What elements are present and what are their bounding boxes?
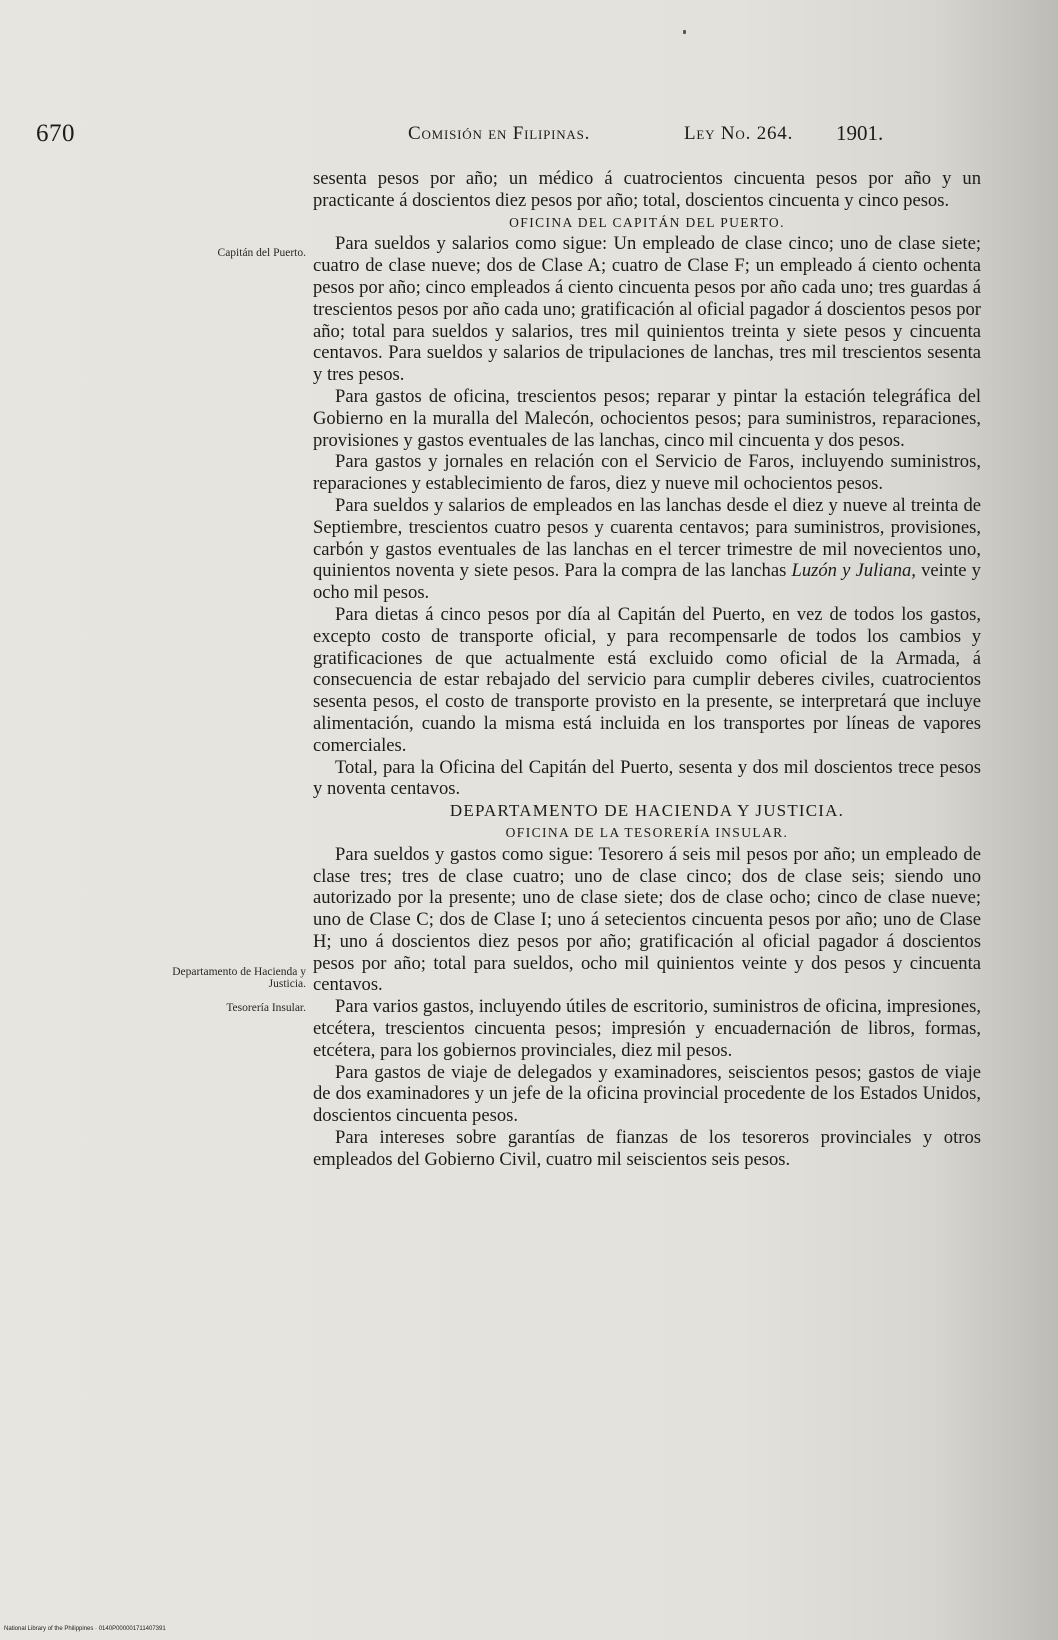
header-commission: Comisión en Filipinas. (408, 123, 591, 144)
body-text (313, 168, 981, 1171)
paragraph: Para gastos y jornales en relación con el Servicio de Faros, incluyendo suministros, reparaciones y establecimiento de faros, diez y nueve mil ochocientos pesos. (313, 451, 981, 495)
paragraph (313, 495, 981, 604)
paragraph: Para gastos de viaje de delegados y examinadores, seiscientos pesos; gastos de viaje de dos examinadores y un jefe de la oficina provincial procedente de los Estados Unidos, doscientos cincuenta pesos. (313, 1061, 981, 1127)
header-year: 1901. (836, 121, 884, 145)
department-heading: DEPARTAMENTO DE HACIENDA Y JUSTICIA. (449, 801, 845, 821)
sidenote-tesoreria: Tesorería Insular. (226, 1002, 306, 1014)
paragraph: Para sueldos y salarios como sigue: Un empleado de clase cinco; uno de clase siete; cuatro de clase nueve; dos de Clase A; cuatro de Clase F; un empleado á ciento ochenta pesos por año; cinco empleados á ciento cincuenta pesos por año cada uno; tres guardas á trescientos pesos por año cada uno; gratificación al oficial pagador á doscientos pesos por año; total para sueldos y salarios, tres mil quinientos treinta y siete pesos y cincuenta centavos. Para sueldos y salarios de tripulaciones de lanchas, tres mil trescientos sesenta y tres pesos. (313, 233, 981, 386)
paragraph: Para intereses sobre garantías de fianzas de los tesoreros provinciales y otros empleados del Gobierno Civil, cuatro mil seiscientos seis pesos. (313, 1127, 981, 1170)
running-header (36, 120, 896, 146)
sidenote-departamento: Departamento de Hacienda y Justicia. (172, 966, 306, 990)
paragraph: Para gastos de oficina, trescientos pesos; reparar y pintar la estación telegráfica del Gobierno en la muralla del Malecón, ochocientos pesos; para suministros, reparaciones, provisiones y gastos eventuales de las lanchas, cinco mil cincuenta y dos pesos. (313, 385, 981, 451)
paragraph: Para sueldos y gastos como sigue: Tesorero á seis mil pesos por año; un empleado de clase tres; tres de clase cuatro; uno de clase cinco; dos de clase seis; siendo uno autorizado por la presente; uno de clase siete; dos de clase ocho; cinco de clase nueve; uno de Clase C; dos de Clase I; uno á setecientos cincuenta pesos por año; uno de Clase H; uno á doscientos diez pesos por año; gratificación al oficial pagador á doscientos pesos por año; total para sueldos, ocho mil quinientos veinte y dos pesos y cincuenta centavos. (313, 843, 981, 996)
ink-speck (683, 30, 686, 34)
paragraph-text: veinte y ocho mil pesos. (313, 560, 981, 604)
section-heading-puerto: OFICINA DEL CAPITÁN DEL PUERTO. (509, 214, 785, 230)
section-heading-tesoreria: OFICINA DE LA TESORERÍA INSULAR. (505, 824, 789, 840)
paragraph: Total, para la Oficina del Capitán del Puerto, sesenta y dos mil doscientos trece pesos y noventa centavos. (313, 756, 981, 800)
paragraph: Para varios gastos, incluyendo útiles de escritorio, suministros de oficina, impresiones, etcétera, trescientos cincuenta pesos; impresión y encuadernación de libros, formas, etcétera, para los gobiernos provinciales, diez mil pesos. (313, 996, 981, 1061)
sidenote-puerto: Capitán del Puerto. (217, 247, 306, 259)
vessel-names: Luzón y Juliana, (791, 560, 916, 582)
scan-footer: National Library of the Philippines · 0140P000001711407391 (4, 1626, 166, 1632)
paragraph: sesenta pesos por año; un médico á cuatrocientos cincuenta pesos por año y un practicante á doscientos diez pesos por año; total, doscientos cincuenta y cinco pesos. (313, 168, 981, 211)
paragraph-text: Para sueldos y salarios de empleados en las lanchas desde el diez y nueve al treinta de Septiembre, trescientos cuatro pesos y cuarenta centavos; para suministros, provisiones, carbón y gastos eventuales de las lanchas en el tercer trimestre de mil novecientos uno, quinientos noventa y siete pesos. Para la compra de las lanchas (313, 494, 981, 582)
header-law: Ley No. 264. (684, 123, 794, 144)
paragraph: Para dietas á cinco pesos por día al Capitán del Puerto, en vez de todos los gastos, excepto costo de transporte oficial, y para recompensarle de todos los cambios y gratificaciones de que actualmente está excluido como oficial de la Armada, á consecuencia de estar rebajado del servicio para cumplir deberes civiles, cuatrocientos sesenta pesos, el costo de transporte provisto en la presente, se interpretará que incluye alimentación, cuando la misma está incluida en los transportes por líneas de vapores comerciales. (313, 603, 981, 756)
page-number: 670 (36, 120, 75, 147)
